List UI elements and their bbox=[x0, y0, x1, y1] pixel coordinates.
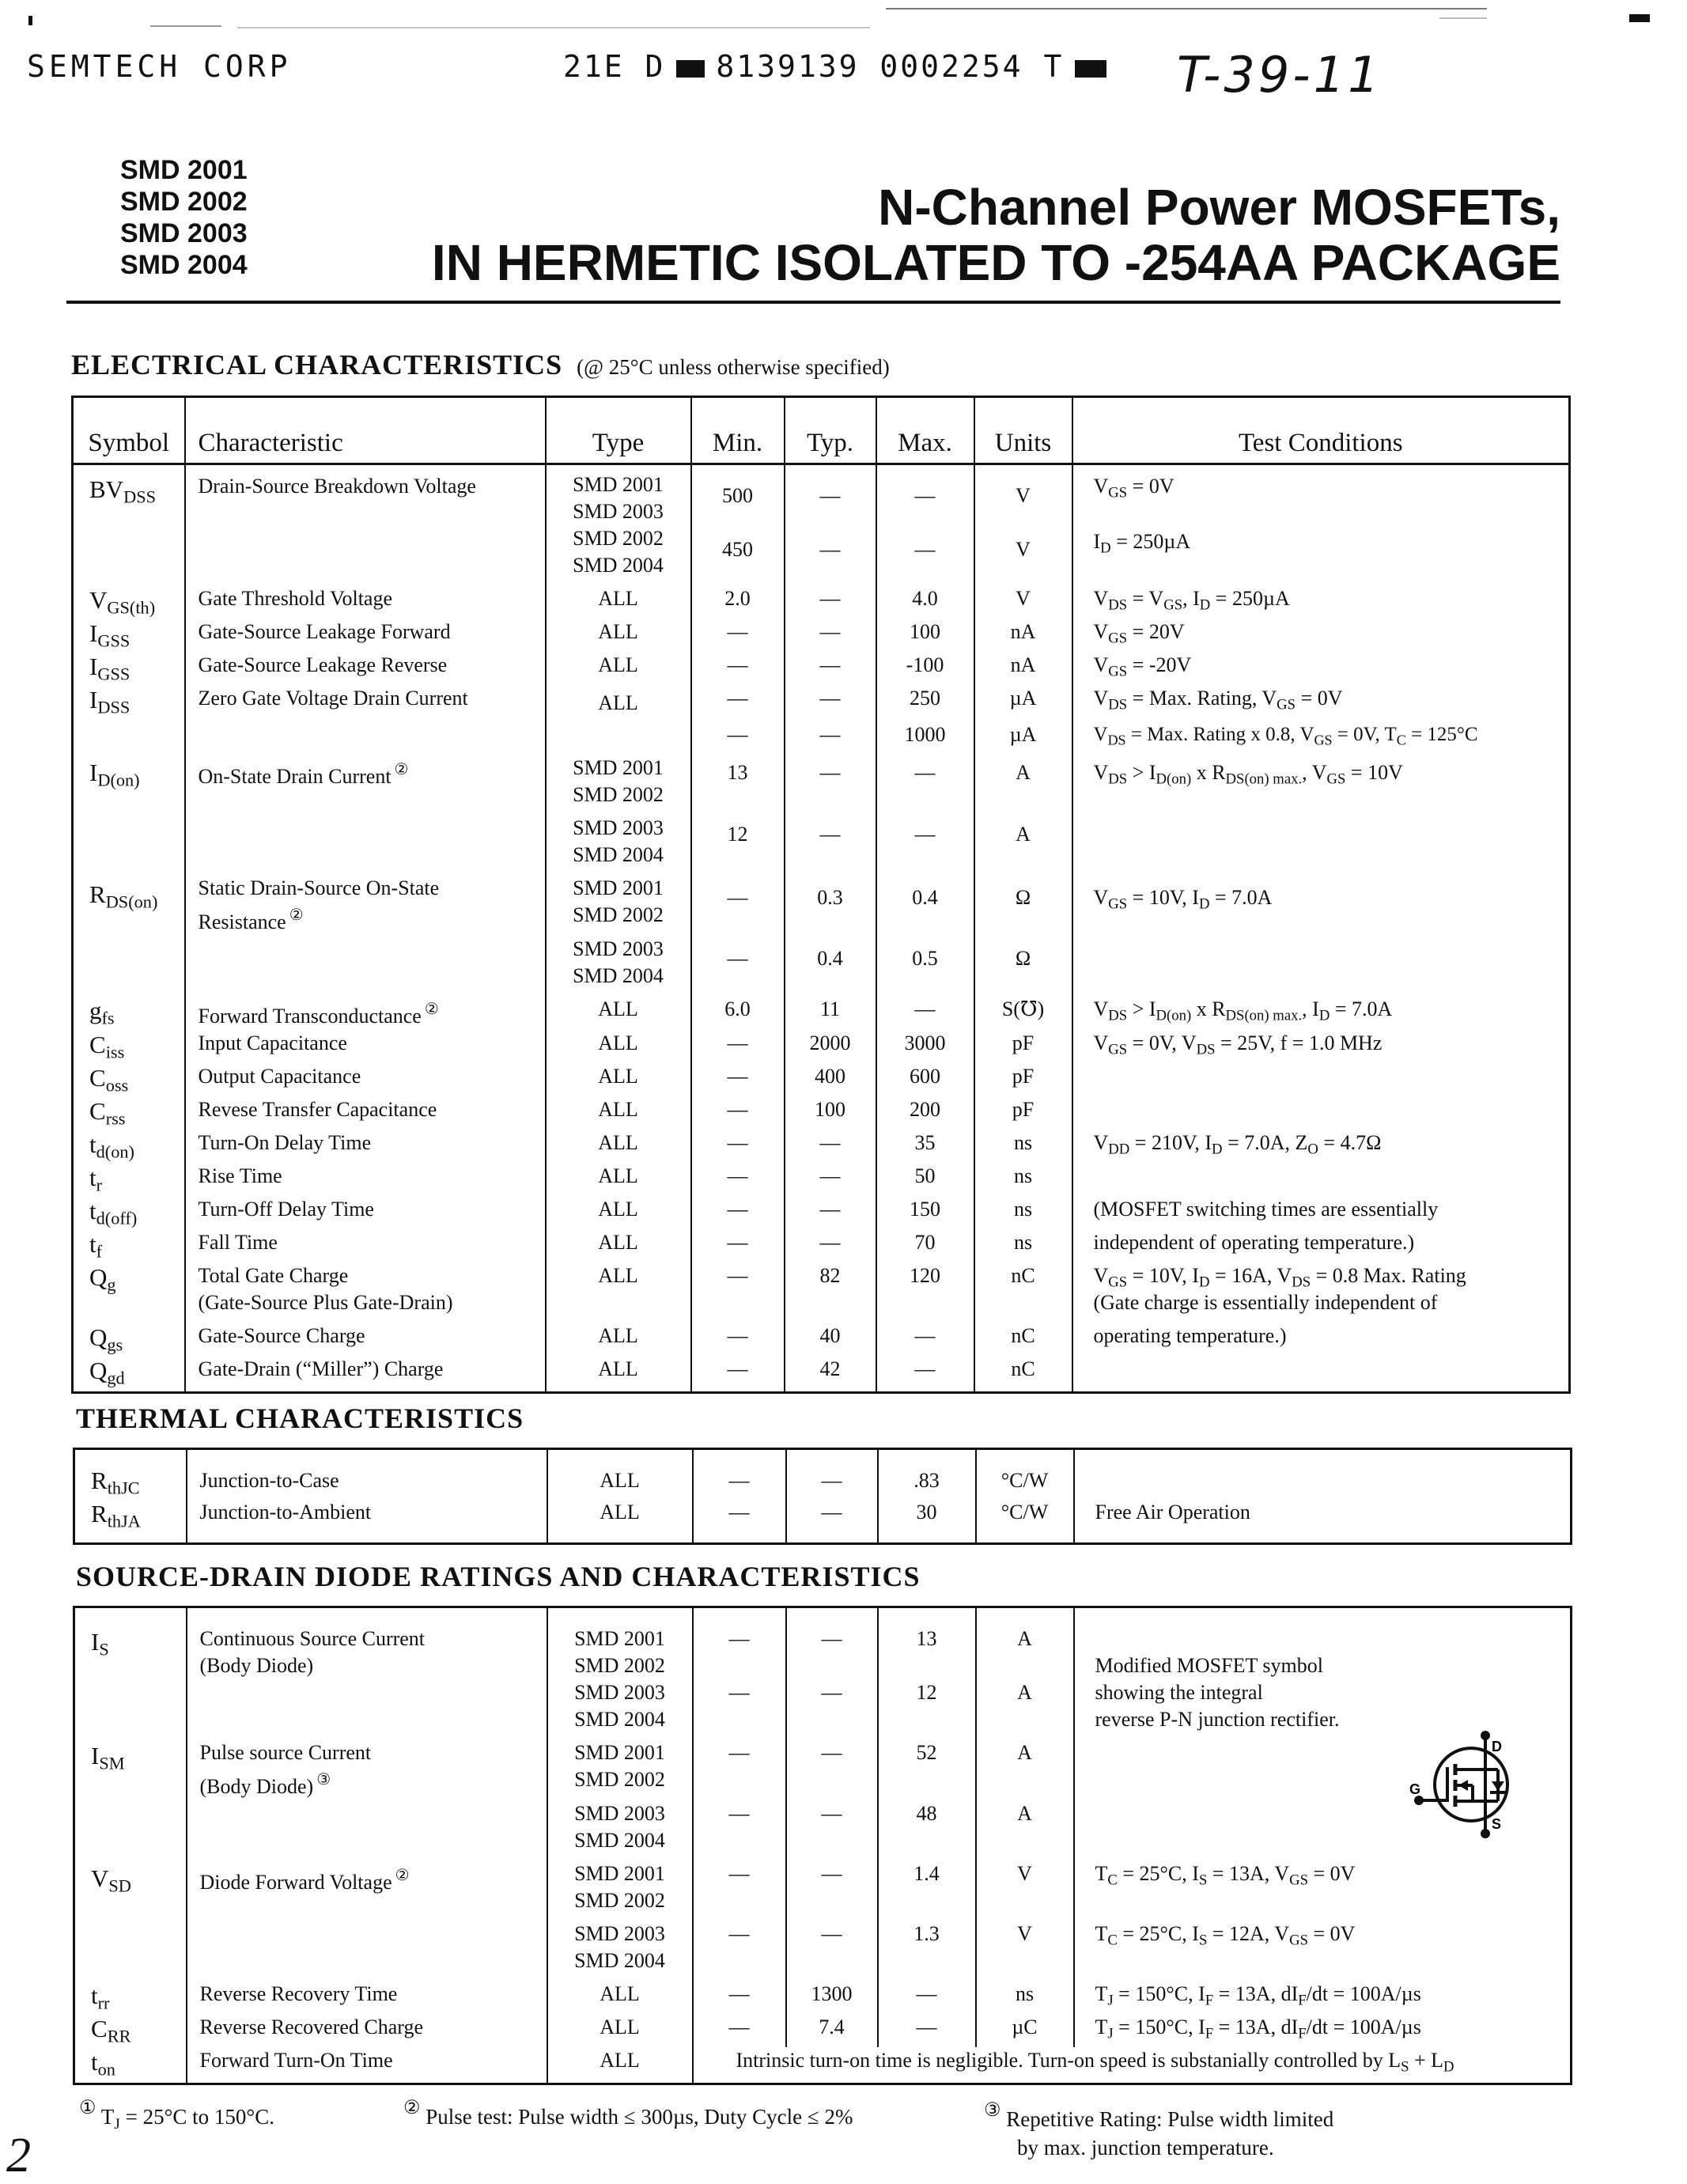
handwritten-note: T-39-11 bbox=[1177, 46, 1383, 104]
scan-speck bbox=[1629, 14, 1650, 22]
part-number: SMD 2003 bbox=[120, 218, 248, 248]
table-row: $I_{D(on)}$ On-State Drain Current ② SMD 2001 SMD 2002 13 — — A $V_{DS} > I_{D(on)}$ x $R_{DS(on) max.}$, $V_{GS} = 10V$ bbox=[73, 755, 1570, 815]
table-row: $C_{iss}$ Input Capacitance ALL — 2000 3000 pF $V_{GS} = 0V$, $V_{DS} = 25V$, f = 1.0 MHz bbox=[73, 1030, 1570, 1063]
table-row: — — 1000 µA $V_{DS}$ = Max. Rating x 0.8, $V_{GS} = 0V$, $T_C = 125^\circ C$ bbox=[73, 721, 1570, 755]
part-number: SMD 2004 bbox=[120, 250, 248, 280]
part-number: SMD 2002 bbox=[120, 187, 248, 217]
table-row: $t_{d(off)}$ Turn-Off Delay Time ALL — — 150 ns (MOSFET switching times are essentially bbox=[73, 1196, 1570, 1229]
col-units: Units bbox=[974, 397, 1072, 464]
footnote-3: ③ Repetitive Rating: Pulse width limited by max. junction temperature. bbox=[984, 2100, 1334, 2160]
diode-heading: SOURCE-DRAIN DIODE RATINGS AND CHARACTERISTICS bbox=[76, 1561, 921, 1592]
table-row: $t_{rr}$ Reverse Recovery Time ALL — 1300 — ns $T_J = 150^\circ C$, $I_F = 13A$, $dI_F/dt = 100A/\mu s$ bbox=[74, 1981, 1572, 2014]
mosfet-symbol-icon bbox=[1409, 1729, 1528, 1840]
electrical-heading: ELECTRICAL CHARACTERISTICS (@ 25°C unless otherwise specified) bbox=[71, 349, 890, 380]
table-row: $I_{SM}$ Pulse source Current (Body Diode) ③ SMD 2001 SMD 2002 — — 52 A bbox=[74, 1739, 1572, 1800]
col-symbol: Symbol bbox=[73, 397, 185, 464]
table-header-row bbox=[73, 397, 1570, 464]
table-row: SMD 2003 SMD 2004 — — 12 A bbox=[74, 1679, 1572, 1739]
table-row: $t_{on}$ Forward Turn-On Time ALL Intrinsic turn-on time is negligible. Turn-on speed is substanially controlled by $L_S + L_D$ bbox=[74, 2047, 1572, 2084]
thermal-table bbox=[73, 1448, 1572, 1545]
table-row: $I_{DSS}$ Zero Gate Voltage Drain Current ALL — — 250 µA $V_{DS}$ = Max. Rating, $V_{GS} = 0V$ bbox=[73, 685, 1570, 721]
table-row: $t_r$ Rise Time ALL — — 50 ns bbox=[73, 1163, 1570, 1196]
page-mark: 2 bbox=[6, 2129, 31, 2182]
title-line1: N-Channel Power MOSFETs, bbox=[878, 179, 1560, 236]
part-number: SMD 2001 bbox=[120, 155, 248, 185]
table-row: $t_{d(on)}$ Turn-On Delay Time ALL — — 35 ns $V_{DD} = 210V$, $I_D = 7.0A$, $Z_O = 4.7\Omega$ bbox=[73, 1130, 1570, 1163]
gate-label: G bbox=[1409, 1781, 1421, 1797]
table-row: $R_{thJA}$ Junction-to-Ambient ALL — — 30 °C/W Free Air Operation bbox=[74, 1499, 1572, 1543]
table-row: $C_{rss}$ Revese Transfer Capacitance ALL — 100 200 pF bbox=[73, 1096, 1570, 1130]
table-row: $V_{GS(th)}$ Gate Threshold Voltage ALL 2.0 — 4.0 V $V_{DS} = V_{GS}$, $I_D = 250\mu A$ bbox=[73, 585, 1570, 619]
col-typ: Typ. bbox=[785, 397, 876, 464]
footnote-2: ② Pulse test: Pulse width ≤ 300µs, Duty Cycle ≤ 2% bbox=[403, 2098, 853, 2129]
title-line2: IN HERMETIC ISOLATED TO -254AA PACKAGE bbox=[431, 234, 1560, 291]
title-rule bbox=[66, 301, 1560, 304]
table-row: $R_{DS(on)}$ Static Drain-Source On-State Resistance ② SMD 2001 SMD 2002 — 0.3 0.4 Ω $V_{GS} = 10V$, $I_D = 7.0A$ bbox=[73, 875, 1570, 936]
table-row: $I_{GSS}$ Gate-Source Leakage Reverse ALL — — -100 nA $V_{GS} = -20V$ bbox=[73, 652, 1570, 685]
table-row: $R_{thJC}$ Junction-to-Case ALL — — .83 °C/W bbox=[74, 1449, 1572, 1500]
table-row: $C_{oss}$ Output Capacitance ALL — 400 600 pF bbox=[73, 1063, 1570, 1096]
company-stamp: SEMTECH CORP bbox=[27, 49, 292, 84]
scan-speck bbox=[28, 16, 32, 25]
part-number-list bbox=[120, 154, 248, 281]
col-conditions: Test Conditions bbox=[1072, 397, 1570, 464]
diode-table bbox=[73, 1606, 1572, 2085]
table-row: $BV_{DSS}$ Drain-Source Breakdown Voltage SMD 2001 SMD 2003 500 — — V $V_{GS} = 0V$ bbox=[73, 464, 1570, 526]
source-label: S bbox=[1492, 1816, 1502, 1832]
electrical-table bbox=[71, 396, 1571, 1394]
col-type: Type bbox=[546, 397, 691, 464]
col-characteristic: Characteristic bbox=[185, 397, 546, 464]
table-row: $C_{RR}$ Reverse Recovered Charge ALL — 7.4 — µC $T_J = 150^\circ C$, $I_F = 13A$, $dI_F/dt = 100A/\mu s$ bbox=[74, 2014, 1572, 2047]
col-min: Min. bbox=[691, 397, 785, 464]
footnote-1: ① $T_J = 25^\circ C$ to 150°C. bbox=[79, 2098, 274, 2133]
col-max: Max. bbox=[876, 397, 974, 464]
table-row: $I_S$ Continuous Source Current (Body Diode) SMD 2001 SMD 2002 — — 13 A Modified MOSFET symbol showing the integral reverse P-N junction rectifier. bbox=[74, 1607, 1572, 1680]
table-row: $Q_g$ Total Gate Charge (Gate-Source Plus Gate-Drain) ALL — 82 120 nC $V_{GS} = 10V$, $I_D = 16A$, $V_{DS} = 0.8$ Max. Rating (Gate charge is essentially independent of bbox=[73, 1262, 1570, 1323]
table-row: $Q_{gd}$ Gate-Drain (“Miller”) Charge ALL — 42 — nC bbox=[73, 1356, 1570, 1392]
table-row: $V_{SD}$ Diode Forward Voltage ② SMD 2001 SMD 2002 — — 1.4 V $T_C = 25^\circ C$, $I_S = 13A$, $V_{GS} = 0V$ bbox=[74, 1860, 1572, 1921]
table-row: SMD 2003 SMD 2004 — — 48 A bbox=[74, 1800, 1572, 1860]
table-row: $t_f$ Fall Time ALL — — 70 ns independent of operating temperature.) bbox=[73, 1229, 1570, 1262]
table-row: SMD 2002 SMD 2004 450 — — V $I_D = 250\mu A$ bbox=[73, 525, 1570, 585]
table-row: $I_{GSS}$ Gate-Source Leakage Forward ALL — — 100 nA $V_{GS} = 20V$ bbox=[73, 619, 1570, 652]
table-row: SMD 2003 SMD 2004 — 0.4 0.5 Ω bbox=[73, 936, 1570, 996]
table-row: $g_{fs}$ Forward Transconductance ② ALL 6.0 11 — S(℧) $V_{DS} > I_{D(on)}$ x $R_{DS(on) max.}$, $I_D = 7.0A$ bbox=[73, 996, 1570, 1030]
table-row: SMD 2003 SMD 2004 12 — — A bbox=[73, 815, 1570, 875]
table-row: SMD 2003 SMD 2004 — — 1.3 V $T_C = 25^\circ C$, $I_S = 12A$, $V_{GS} = 0V$ bbox=[74, 1921, 1572, 1981]
doc-code: 21E D 8139139 0002254 T bbox=[563, 49, 1118, 84]
table-row: $Q_{gs}$ Gate-Source Charge ALL — 40 — nC operating temperature.) bbox=[73, 1323, 1570, 1356]
drain-label: D bbox=[1492, 1739, 1502, 1754]
thermal-heading: THERMAL CHARACTERISTICS bbox=[76, 1402, 524, 1434]
